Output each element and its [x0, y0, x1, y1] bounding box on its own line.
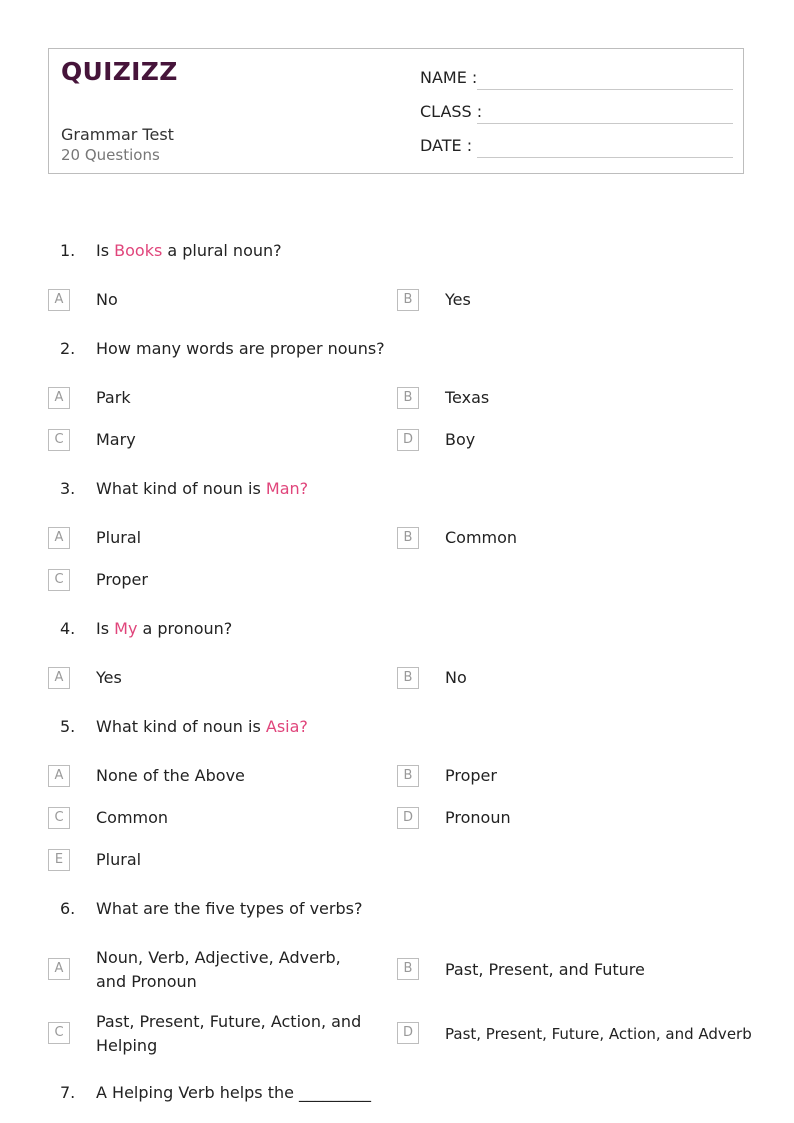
test-title: Grammar Test	[61, 125, 174, 144]
option-box-c[interactable]: C	[48, 1022, 70, 1044]
option-text: No	[96, 290, 118, 309]
option-text: Common	[96, 808, 169, 827]
option-text: No	[445, 668, 467, 687]
option-box-c[interactable]: C	[48, 569, 70, 591]
option-text: Common	[445, 528, 518, 547]
question-text: What kind of noun is	[96, 479, 266, 498]
option-box-b[interactable]: B	[397, 387, 419, 409]
question-3	[60, 479, 308, 498]
option-box-b[interactable]: B	[397, 958, 419, 980]
option-text: Past, Present, Future, Action, and Adverb	[445, 1025, 752, 1043]
worksheet-header	[48, 48, 744, 174]
option-box-d[interactable]: D	[397, 807, 419, 829]
question-text: Is	[96, 619, 115, 638]
option-text: Boy	[445, 430, 476, 449]
question-count: 20 Questions	[61, 146, 160, 164]
option-text: Yes	[445, 290, 471, 309]
option-box-c[interactable]: C	[48, 807, 70, 829]
question-number: 6.	[60, 899, 76, 918]
question-text: How many words are proper nouns?	[96, 339, 385, 358]
option-box-a[interactable]: A	[48, 667, 70, 689]
option-text: Noun, Verb, Adjective, Adverb, and Pronoun	[96, 948, 341, 991]
question-5	[60, 717, 308, 736]
option-box-e[interactable]: E	[48, 849, 70, 871]
option-text: Past, Present, Future, Action, and Helping	[96, 1012, 362, 1055]
question-highlight: Man?	[265, 479, 309, 498]
question-number: 7.	[60, 1083, 76, 1102]
option-box-b[interactable]: B	[397, 765, 419, 787]
class-line	[477, 123, 733, 124]
question-1	[60, 241, 282, 260]
option-box-a[interactable]: A	[48, 527, 70, 549]
option-text: None of the Above	[96, 766, 245, 785]
quizizz-logo: QUIZIZZ	[61, 57, 178, 86]
option-text: Texas	[445, 388, 490, 407]
question-7	[60, 1083, 371, 1102]
name-line	[477, 89, 733, 90]
question-6	[60, 899, 362, 918]
question-text: What are the five types of verbs?	[96, 899, 363, 918]
question-4	[60, 619, 232, 638]
option-box-b[interactable]: B	[397, 667, 419, 689]
option-box-b[interactable]: B	[397, 289, 419, 311]
option-box-a[interactable]: A	[48, 387, 70, 409]
question-text-end: a plural noun?	[162, 241, 282, 260]
option-box-a[interactable]: A	[48, 289, 70, 311]
question-highlight: My	[114, 619, 138, 638]
option-box-a[interactable]: A	[48, 765, 70, 787]
option-text: Proper	[445, 766, 497, 785]
option-text: Proper	[96, 570, 148, 589]
date-label: DATE :	[420, 136, 473, 155]
option-box-b[interactable]: B	[397, 527, 419, 549]
question-number: 4.	[60, 619, 76, 638]
question-text-end: a pronoun?	[137, 619, 233, 638]
class-label: CLASS :	[420, 102, 483, 121]
option-text: Park	[96, 388, 131, 407]
question-highlight: Asia?	[265, 717, 308, 736]
option-text: Pronoun	[445, 808, 511, 827]
option-text: Past, Present, and Future	[445, 960, 645, 979]
question-text: Is	[96, 241, 115, 260]
question-number: 5.	[60, 717, 76, 736]
question-2	[60, 339, 385, 358]
option-box-a[interactable]: A	[48, 958, 70, 980]
option-text: Mary	[96, 430, 136, 449]
question-number: 2.	[60, 339, 76, 358]
name-label: NAME :	[420, 68, 478, 87]
question-number: 1.	[60, 241, 76, 260]
question-text: A Helping Verb helps the _________	[96, 1083, 372, 1102]
option-box-d[interactable]: D	[397, 429, 419, 451]
option-text: Plural	[96, 850, 142, 869]
question-highlight: Books	[114, 241, 163, 260]
question-text: What kind of noun is	[96, 717, 266, 736]
option-box-c[interactable]: C	[48, 429, 70, 451]
date-line	[477, 157, 733, 158]
question-number: 3.	[60, 479, 76, 498]
option-text: Yes	[96, 668, 122, 687]
option-text: Plural	[96, 528, 142, 547]
option-box-d[interactable]: D	[397, 1022, 419, 1044]
